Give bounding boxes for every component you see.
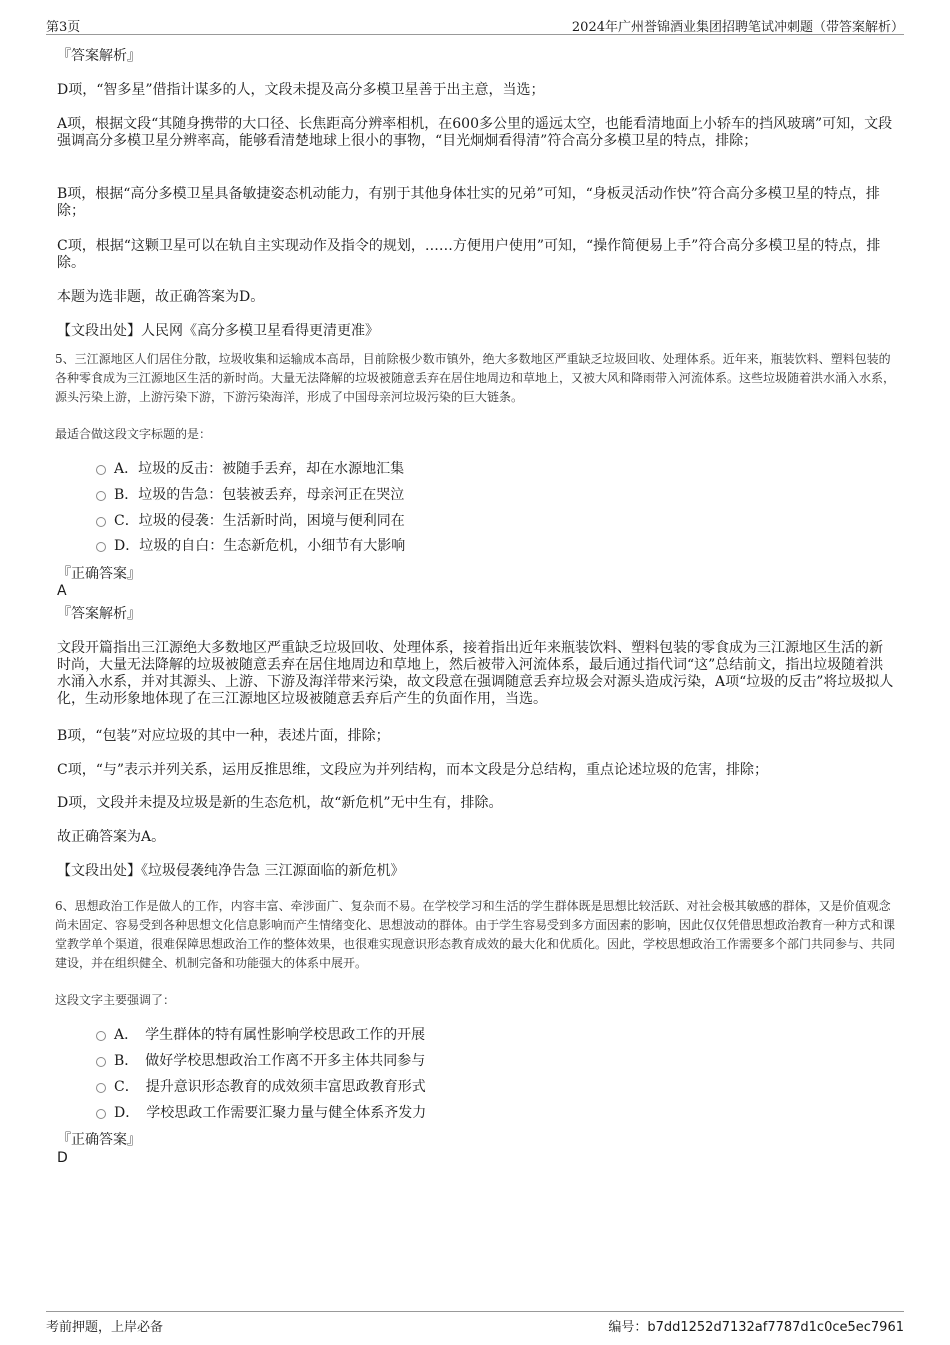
analysis-paragraph: A项，根据文段“其随身携带的大口径、长焦距高分辨率相机，在600多公里的遥远太空，也能看清地面上小轿车的挡风玻璃”可知，文段强调高分多模卫星分辨率高，能够看清楚地球上很小的事物，“目光炯炯看得清”符合高分多模卫星的特点，排除； [57,116,893,149]
document-code: 编号：b7dd1252d7132af7787d1c0ce5ec7961 [608,1320,904,1335]
correct-answer: D [57,1150,68,1166]
analysis-paragraph: B项，根据“高分多模卫星具备敏捷姿态机动能力，有别于其他身体壮实的兄弟”可知，“身板灵活动作快”符合高分多模卫星的特点，排除； [57,186,880,219]
analysis-paragraph: 文段开篇指出三江源绝大多数地区严重缺乏垃圾回收、处理体系，接着指出近年来瓶装饮料、塑料包装的零食成为三江源地区生活的新时尚，大量无法降解的垃圾被随意丢弃在居住地周边和草地上，然后被带入河流体系，最后通过指代词“这”总结前文，指出垃圾随着洪水涌入水系，并对其源头、上游、下游及海洋带来污染，故文段意在强调随意丢弃垃圾会对源头造成污染，A项“垃圾的反击”将垃圾拟人化，生动形象地体现了在三江源地区垃圾被随意丢弃后产生的负面作用，当选。 [57,640,894,707]
question-stem: 6、思想政治工作是做人的工作，内容丰富、牵涉面广、复杂而不易。在学校学习和生活的学生群体既是思想比较活跃、对社会极其敏感的群体，又是价值观念尚未固定、容易受到各种思想文化信息影响而产生情绪变化、思想波动的群体。由于学生容易受到多方面因素的影响，因此仅仅凭借思想政治教育一种方式和课堂教学单个渠道，很难保障思想政治工作的整体效果，也很难实现意识形态教育成效的最大化和优质化。因此，学校思想政治工作需要多个部门共同参与、共同建设，并在组织健全、机制完备和功能强大的体系中展开。 [55,899,896,970]
option-label: D．垃圾的自白：生态新危机，小细节有大影响 [114,538,406,554]
question-stem: 5、三江源地区人们居住分散，垃圾收集和运输成本高昂，目前除极少数市镇外，绝大多数地区严重缺乏垃圾回收、处理体系。近年来，瓶装饮料、塑料包装的各种零食成为三江源地区生活的新时尚。大量无法降解的垃圾被随意丢弃在居住地周边和草地上，又被大风和降雨带入河流体系。这些垃圾随着洪水涌入水系，源头污染上游，上游污染下游，下游污染海洋，形成了中国母亲河垃圾污染的巨大链条。 [55,352,896,404]
option-label: A． 学生群体的特有属性影响学校思政工作的开展 [114,1027,426,1043]
radio-icon[interactable] [96,491,106,501]
analysis-conclusion: 故正确答案为A。 [57,829,166,845]
question-prompt: 最适合做这段文字标题的是： [55,427,212,441]
option-c[interactable] [96,512,405,530]
analysis-paragraph: D项，“智多星”借指计谋多的人，文段未提及高分多模卫星善于出主意，当选； [57,82,545,98]
radio-icon[interactable] [96,517,106,527]
option-b[interactable] [96,486,404,504]
radio-icon[interactable] [96,1031,106,1041]
radio-icon[interactable] [96,465,106,475]
option-d[interactable] [96,537,405,555]
document-title: 2024年广州誉锦酒业集团招聘笔试冲刺题（带答案解析） [571,20,904,35]
page-footer [46,1311,904,1334]
option-label: B． 做好学校思想政治工作离不开多主体共同参与 [114,1053,426,1069]
correct-answer-label: 『正确答案』 [57,566,141,582]
option-label: C． 提升意识形态教育的成效须丰富思政教育形式 [114,1079,426,1095]
option-b[interactable] [96,1052,425,1070]
page-header [46,14,904,35]
option-label: B．垃圾的告急：包装被丢弃，母亲河正在哭泣 [114,487,405,503]
option-label: C．垃圾的侵袭：生活新时尚，困境与便利同在 [114,513,405,529]
page-number: 第3页 [46,20,81,35]
analysis-paragraph: C项，“与”表示并列关系，运用反推思维，文段应为并列结构，而本文段是分总结构，重点论述垃圾的危害，排除； [57,762,769,778]
radio-icon[interactable] [96,542,106,552]
radio-icon[interactable] [96,1057,106,1067]
option-c[interactable] [96,1078,426,1096]
analysis-paragraph: B项，“包装”对应垃圾的其中一种，表述片面，排除； [57,728,390,744]
option-label: D． 学校思政工作需要汇聚力量与健全体系齐发力 [114,1105,427,1121]
option-a[interactable] [96,460,404,478]
analysis-label: 『答案解析』 [57,606,141,622]
source-citation: 【文段出处】《垃圾侵袭纯净告急 三江源面临的新危机》 [57,863,405,879]
correct-answer-label: 『正确答案』 [57,1132,141,1148]
analysis-label: 『答案解析』 [57,48,141,64]
option-a[interactable] [96,1026,425,1044]
correct-answer: A [57,583,67,599]
radio-icon[interactable] [96,1109,106,1119]
analysis-conclusion: 本题为选非题，故正确答案为D。 [57,289,265,305]
question-prompt: 这段文字主要强调了： [55,993,176,1007]
source-citation: 【文段出处】人民网《高分多模卫星看得更清更准》 [57,323,379,339]
footer-slogan: 考前押题，上岸必备 [46,1320,164,1335]
option-d[interactable] [96,1104,426,1122]
option-label: A．垃圾的反击：被随手丢弃，却在水源地汇集 [114,461,405,477]
analysis-paragraph: C项，根据“这颗卫星可以在轨自主实现动作及指令的规划，……方便用户使用”可知，“操作简便易上手”符合高分多模卫星的特点，排除。 [57,238,881,271]
radio-icon[interactable] [96,1083,106,1093]
analysis-paragraph: D项，文段并未提及垃圾是新的生态危机，故“新危机”无中生有，排除。 [57,795,503,811]
